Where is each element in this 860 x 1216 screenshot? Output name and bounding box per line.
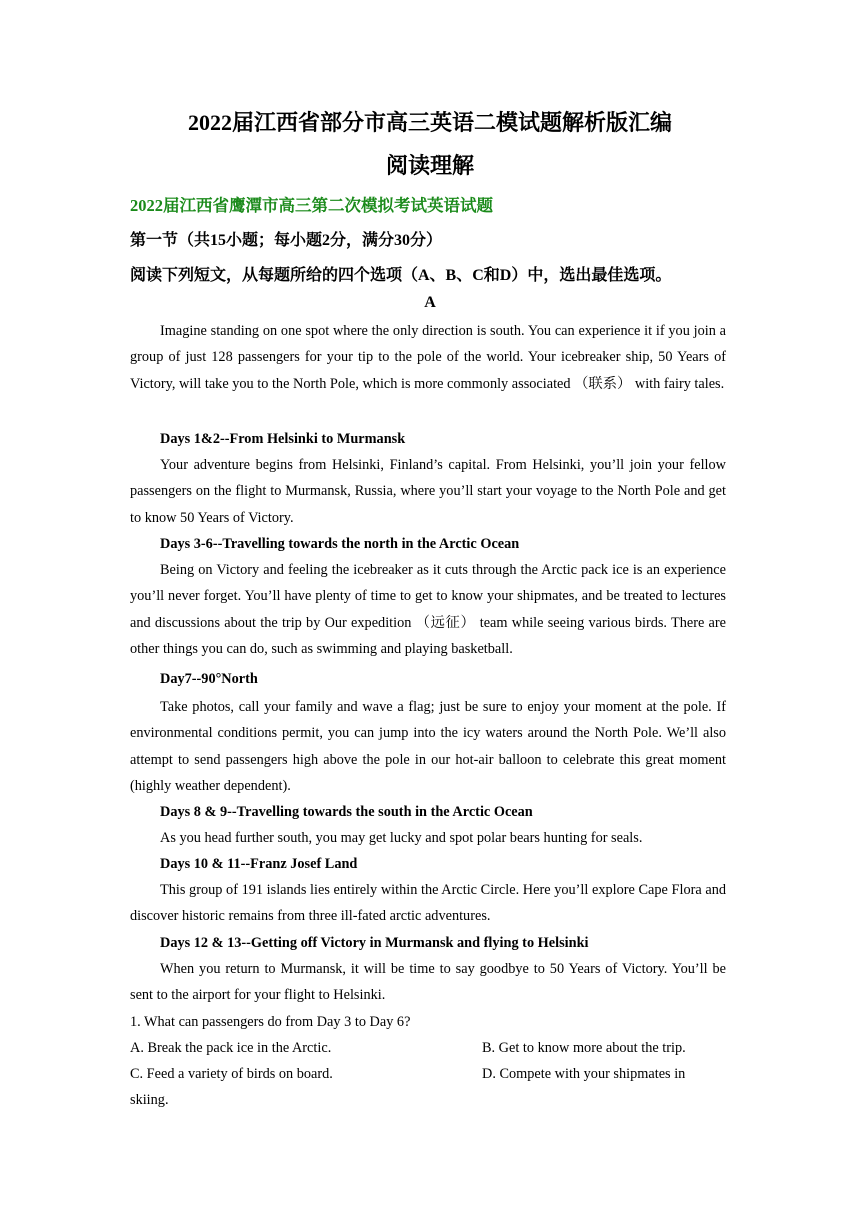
day-paragraph: Being on Victory and feeling the icebreaker as it cuts through the Arctic pack ice is an experience you’ll never forget. You’ll have plenty of time to get to know your shipmates, and be treated to lectures and discussions about the trip by Our expedition （远征） team while seeing various birds. There are other things you can do, such as swimming and playing basketball. bbox=[130, 562, 726, 657]
document-subtitle: 阅读理解 bbox=[385, 153, 474, 178]
instructions: 阅读下列短文，从每题所给的四个选项（A、B、C和D）中，选出最佳选项。 bbox=[130, 267, 672, 284]
day-paragraph: As you head further south, you may get lucky and spot polar bears hunting for seals. bbox=[160, 830, 643, 846]
option-c: C. Feed a variety of birds on board. bbox=[130, 1066, 333, 1082]
option-a: A. Break the pack ice in the Arctic. bbox=[130, 1040, 332, 1056]
option-b: B. Get to know more about the trip. bbox=[482, 1040, 686, 1056]
document-title: 2022届江西省部分市高三英语二模试题解析版汇编 bbox=[187, 110, 672, 135]
day-heading: Days 8 & 9--Travelling towards the south in the Arctic Ocean bbox=[160, 804, 533, 820]
day-heading: Days 1&2--From Helsinki to Murmansk bbox=[160, 431, 406, 447]
day-paragraph: When you return to Murmansk, it will be time to say goodbye to 50 Years of Victory. You’ll be sent to the airport for your flight to Helsinki. bbox=[130, 961, 726, 1004]
day-heading: Days 12 & 13--Getting off Victory in Murmansk and flying to Helsinki bbox=[160, 935, 589, 951]
question-stem: 1. What can passengers do from Day 3 to Day 6? bbox=[130, 1014, 411, 1030]
day-heading: Day7--90°North bbox=[160, 671, 258, 687]
section-info: 第一节（共15小题；每小题2分，满分30分） bbox=[130, 232, 443, 249]
day-heading: Days 3-6--Travelling towards the north in the Arctic Ocean bbox=[160, 536, 520, 552]
passage-label: A bbox=[424, 294, 436, 311]
day-paragraph: Your adventure begins from Helsinki, Finland’s capital. From Helsinki, you’ll join your fellow passengers on the flight to Murmansk, Russia, where you’ll start your voyage to the North Pole and get to know 50 Years of Victory. bbox=[130, 457, 726, 526]
exam-title: 2022届江西省鹰潭市高三第二次模拟考试英语试题 bbox=[130, 196, 493, 215]
intro-paragraph: Imagine standing on one spot where the only direction is south. You can experience it if you join a group of just 128 passengers for your tip to the pole of the world. Your icebreaker ship, 50 Years of Victory, will take you to the North Pole, which is more commonly associated （联系） with fairy tales. bbox=[130, 323, 726, 392]
option-d: D. Compete with your shipmates in bbox=[482, 1066, 686, 1082]
option-d-continuation: skiing. bbox=[130, 1092, 169, 1108]
day-paragraph: This group of 191 islands lies entirely within the Arctic Circle. Here you’ll explore Cape Flora and discover historic remains from three ill-fated arctic adventures. bbox=[130, 882, 726, 925]
day-heading: Days 10 & 11--Franz Josef Land bbox=[160, 856, 358, 872]
day-paragraph: Take photos, call your family and wave a flag; just be sure to enjoy your moment at the pole. If environmental conditions permit, you can jump into the icy waters around the North Pole. We’ll also attempt to send passengers high above the pole in our hot-air balloon to celebrate this great moment (highly weather dependent). bbox=[130, 699, 726, 794]
